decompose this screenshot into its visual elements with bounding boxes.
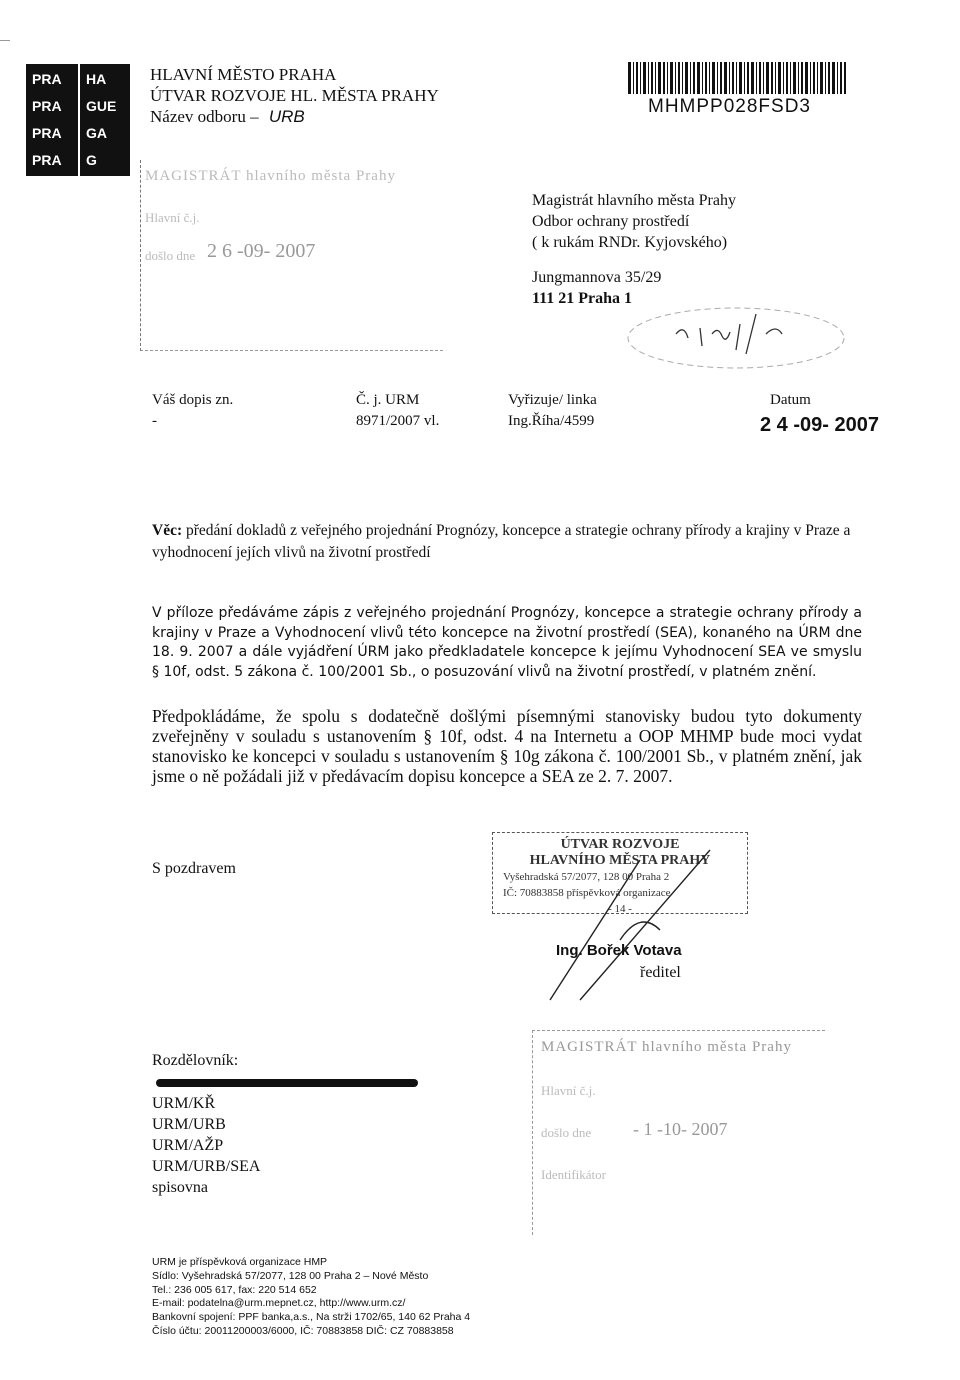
letterhead-department: [150, 106, 439, 127]
redacted-line: [152, 1075, 260, 1091]
footer-line: Sídlo: Vyšehradská 57/2077, 128 00 Praha 2 – Nové Město: [152, 1269, 429, 1282]
letterhead-office: ÚTVAR ROZVOJE HL. MĚSTA PRAHY: [150, 86, 439, 105]
distribution-item: URM/AŽP: [152, 1137, 224, 1154]
logo-text: PRA: [32, 98, 62, 114]
subject-label: Věc:: [152, 522, 183, 539]
logo-text: PRA: [32, 152, 62, 168]
stamp-line: došlo dne: [145, 248, 196, 263]
received-stamp: [140, 160, 443, 351]
footer-line: Tel.: 236 005 617, fax: 220 514 652: [152, 1283, 317, 1296]
footer-line: URM je příspěvková organizace HMP: [152, 1256, 328, 1268]
body-paragraph-1: V příloze předáváme zápis z veřejného projednání Prognózy, koncepce a strategie ochrany přírody a krajiny v Praze a Vyhodnocení vlivů této koncepce na životní prostředí (SEA), konaného na ÚRM dne 18. 9. 2007 a dále vyjádření ÚRM jako předkladatele koncepce k jejímu Vyhodnocení SEA ve smyslu § 10f, odst. 5 zákona č. 100/2001 Sb., o posuzování vlivů na životní prostředí, v platném znění.: [152, 605, 862, 680]
recipient-line: ( k rukám RNDr. Kyjovského): [532, 234, 728, 251]
stamp-line: došlo dne: [541, 1125, 592, 1140]
distribution-item: URM/URB: [152, 1116, 226, 1133]
distribution-item: URM/KŘ: [152, 1095, 216, 1112]
stamp-line: ÚTVAR ROZVOJE: [560, 837, 680, 852]
subject: [152, 520, 872, 564]
greeting: S pozdravem: [152, 860, 236, 877]
stamp-line: - 14 -: [608, 903, 632, 915]
stamp-date: - 1 -10- 2007: [633, 1119, 728, 1139]
department-label: Název odboru –: [150, 107, 259, 126]
ref-number-label: Č. j. URM: [356, 392, 420, 408]
logo-text: GA: [86, 125, 107, 141]
stamp-date: 2 6 -09- 2007: [207, 240, 316, 262]
logo-text: PRA: [32, 71, 62, 87]
distribution-title: Rozdělovník:: [152, 1052, 239, 1069]
footer-line: E-mail: podatelna@urm.mepnet.cz, http://www.urm.cz/: [152, 1297, 406, 1310]
stamp-line: Vyšehradská 57/2077, 128 00 Praha 2: [503, 871, 670, 883]
barcode-number: MHMPP028FSD3: [648, 96, 811, 117]
letterhead: [150, 64, 439, 127]
subject-text: předání dokladů z veřejného projednání Prognózy, koncepce a strategie ochrany přírody a krajiny v Praze a vyhodnocení jejích vlivů na životní prostředí: [152, 522, 851, 561]
stamp-line: HLAVNÍHO MĚSTA PRAHY: [529, 853, 711, 868]
distribution-list: [152, 1050, 260, 1198]
recipient-address: [532, 190, 736, 309]
logo-text: GUE: [86, 98, 117, 114]
handler-label: Vyřizuje/ linka: [508, 392, 597, 408]
department-handwritten: URB: [268, 107, 305, 126]
distribution-item: spisovna: [152, 1179, 208, 1196]
stamp-line: Identifikátor: [541, 1167, 606, 1182]
footer-line: Bankovní spojení: PPF banka,a.s., Na strži 1702/65, 140 62 Praha 4: [152, 1311, 471, 1324]
letterhead-city: HLAVNÍ MĚSTO PRAHA: [150, 65, 337, 84]
stamp-line: IČ: 70883858 příspěvková organizace: [503, 887, 671, 899]
handler-value: Ing.Říha/4599: [508, 413, 595, 429]
barcode: [628, 62, 846, 94]
stamp-line: MAGISTRÁT hlavního města Prahy: [145, 168, 396, 184]
handwritten-note: [616, 294, 846, 374]
ref-number-value: 8971/2007 vl.: [356, 413, 440, 429]
body-paragraph-2: Předpokládáme, že spolu s dodatečně došlými písemnými stanovisky budou tyto dokumenty zveřejněny v souladu s ustanovením § 10f, odst. 4 na Internetu a OOP MHMP bude moci vydat stanovisko ke koncepci v souladu s ustanovením § 10g zákona č. 100/2001 Sb., v platném znění, jak jsme o ně požádali již v předávacím dopisu koncepce a SEA ze 2. 7. 2007.: [152, 706, 862, 786]
distribution-item: URM/URB/SEA: [152, 1158, 261, 1175]
footer: [152, 1256, 470, 1339]
footer-line: Číslo účtu: 20011200003/6000, IČ: 70883858 DIČ: CZ 70883858: [152, 1324, 454, 1337]
logo-text: G: [86, 152, 97, 168]
date-label: Datum: [770, 392, 811, 408]
your-ref-value: -: [152, 413, 157, 429]
stamp-line: Hlavní č.j.: [145, 210, 200, 225]
signature-stroke: [520, 840, 720, 1010]
received-stamp-2: [532, 1030, 825, 1235]
recipient-line: Odbor ochrany prostředí: [532, 213, 690, 230]
logo-text: HA: [86, 71, 107, 87]
margin-mark: [0, 40, 10, 41]
stamp-line: Hlavní č.j.: [541, 1083, 596, 1098]
recipient-line: Magistrát hlavního města Prahy: [532, 192, 736, 209]
signatory-role: ředitel: [640, 964, 681, 981]
praha-logo: [26, 64, 130, 176]
your-ref-label: Váš dopis zn.: [152, 392, 234, 408]
signatory-name: Ing. Bořek Votava: [556, 942, 682, 959]
date-stamp: 2 4 -09- 2007: [760, 414, 879, 436]
stamp-line: MAGISTRÁT hlavního města Prahy: [541, 1039, 792, 1055]
recipient-line: 111 21 Praha 1: [532, 290, 633, 307]
recipient-line: Jungmannova 35/29: [532, 269, 662, 286]
logo-text: PRA: [32, 125, 62, 141]
